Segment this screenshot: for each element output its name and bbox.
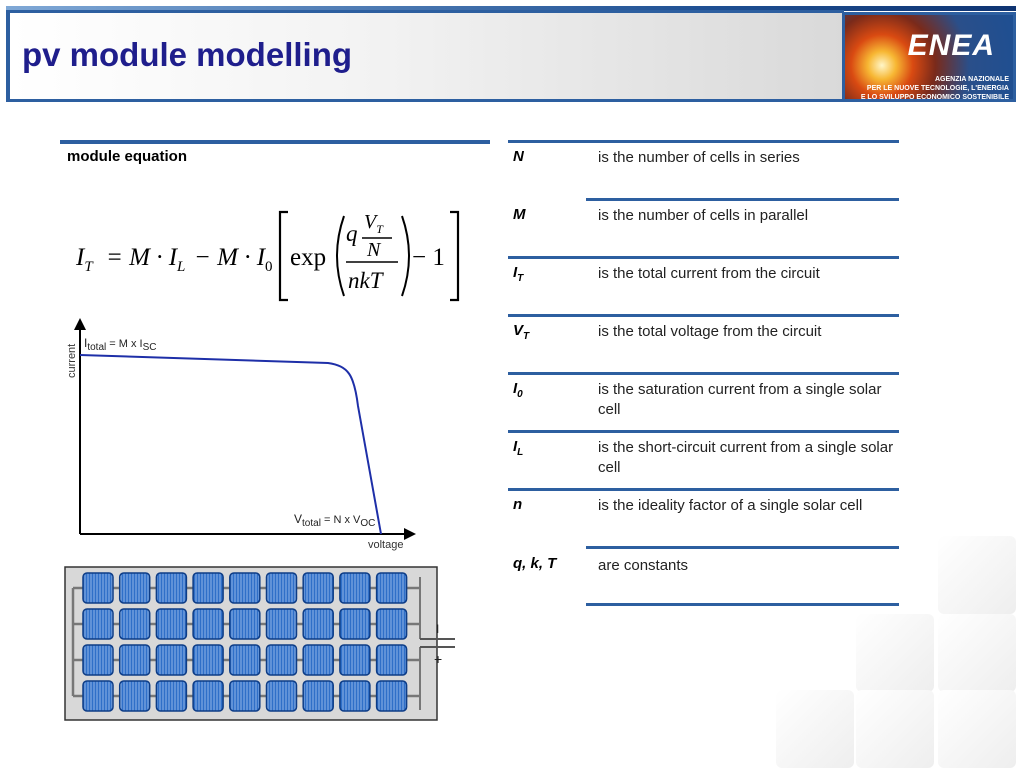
row-rule [508, 430, 899, 433]
solar-cell [83, 645, 113, 675]
solar-cell [340, 681, 370, 711]
solar-cell [230, 573, 260, 603]
eq-term2: − $M \cdot I_0$ [194, 244, 273, 275]
voc-label: $V_{total} = N$ x $V_{OC}$ [294, 512, 376, 529]
eq-minus-one: − 1 [412, 244, 445, 271]
solar-cell [120, 573, 150, 603]
solar-cell [303, 573, 333, 603]
solar-cell [120, 609, 150, 639]
page-title: pv module modelling [22, 36, 353, 73]
eq-exp: exp [290, 244, 327, 271]
solar-cell [83, 681, 113, 711]
solar-cell [377, 645, 407, 675]
symbol-n-ideality: n [513, 496, 523, 513]
decor-square [938, 614, 1016, 692]
solar-cell [267, 573, 297, 603]
solar-cell [303, 681, 333, 711]
section-rule [60, 140, 490, 144]
symbol-il-short-circuit: $I_L$ [513, 438, 524, 458]
symbol-vt-total-voltage: $V_T$ [513, 322, 530, 342]
symbol-i0-saturation: $I_0$ [513, 380, 523, 400]
eq-bracket-right [450, 212, 458, 300]
decor-square [938, 690, 1016, 768]
definition-text: is the ideality factor of a single solar cell [598, 497, 863, 514]
solar-module-diagram [65, 567, 443, 720]
solar-cell [303, 609, 333, 639]
solar-cell [83, 573, 113, 603]
y-axis-label: current [66, 343, 78, 378]
x-axis-label: voltage [368, 539, 404, 551]
enea-logo [842, 12, 1016, 102]
solar-cell [193, 645, 223, 675]
eq-paren-left [337, 216, 344, 296]
eq-term1: = $M \cdot I_L$ [106, 244, 186, 275]
definition-text: is the saturation current from a single solar cell [598, 381, 882, 418]
symbol-m-cells-parallel: M [513, 206, 526, 223]
section-title: module equation [67, 148, 187, 165]
symbol-n-cells-series: N [513, 148, 524, 165]
solar-cell [193, 681, 223, 711]
solar-cell [120, 681, 150, 711]
eq-bracket-left [280, 212, 288, 300]
solar-cell [156, 681, 186, 711]
x-axis-arrow [404, 528, 416, 540]
iv-curve-diagram [58, 316, 423, 556]
solar-cell [156, 645, 186, 675]
eq-vt: $V_T$ [364, 211, 383, 236]
module-equation [76, 206, 471, 306]
solar-cell [83, 609, 113, 639]
row-rule [586, 603, 899, 606]
eq-q: q [346, 221, 358, 246]
decor-square [856, 614, 934, 692]
logo-wordmark: ENEA [907, 29, 995, 62]
terminal-minus-label: I [436, 622, 440, 636]
solar-cell [377, 681, 407, 711]
solar-cell [193, 573, 223, 603]
row-rule [508, 140, 899, 143]
terminal-plus-label: + [434, 651, 443, 667]
iv-curve [80, 355, 381, 534]
solar-cell [267, 609, 297, 639]
row-rule [586, 198, 899, 201]
solar-cell [377, 609, 407, 639]
logo-subtitle: AGENZIA NAZIONALE PER LE NUOVE TECNOLOGIE, L'ENERGIA E LO SVILUPPO ECONOMICO SOSTENIBILE [860, 76, 1009, 101]
solar-cell [156, 609, 186, 639]
solar-cell [303, 645, 333, 675]
solar-cell [120, 645, 150, 675]
solar-cell [156, 573, 186, 603]
row-rule [508, 256, 899, 259]
solar-cell [340, 645, 370, 675]
solar-cell [230, 645, 260, 675]
row-rule [508, 488, 899, 491]
solar-cell [230, 609, 260, 639]
eq-denominator: nkT [348, 268, 383, 293]
decor-square [938, 536, 1016, 614]
solar-cell [340, 573, 370, 603]
eq-n-over: N [367, 239, 381, 261]
isc-label: $I_{total} = M$ x $I_{SC}$ [84, 336, 157, 353]
eq-paren-right [402, 216, 409, 296]
solar-cell [267, 645, 297, 675]
y-axis-arrow [74, 318, 86, 330]
row-rule [508, 314, 899, 317]
decor-square [776, 690, 854, 768]
definition-text: is the total current from the circuit [598, 265, 820, 282]
decor-square [856, 690, 934, 768]
definition-text: is the number of cells in parallel [598, 207, 809, 224]
symbol-constants: q, k, T [513, 555, 557, 572]
definition-text: are constants [598, 557, 689, 574]
row-rule [508, 372, 899, 375]
solar-cell [193, 609, 223, 639]
definition-text: is the short-circuit current from a single solar cell [598, 439, 894, 476]
solar-cell [230, 681, 260, 711]
symbol-it-total-current: $I_T$ [513, 264, 524, 284]
definition-text: is the number of cells in series [598, 149, 800, 166]
definition-text: is the total voltage from the circuit [598, 323, 822, 340]
eq-it: $I_T$ [76, 244, 93, 275]
solar-cell [340, 609, 370, 639]
row-rule [586, 546, 899, 549]
solar-cell [377, 573, 407, 603]
solar-cell [267, 681, 297, 711]
